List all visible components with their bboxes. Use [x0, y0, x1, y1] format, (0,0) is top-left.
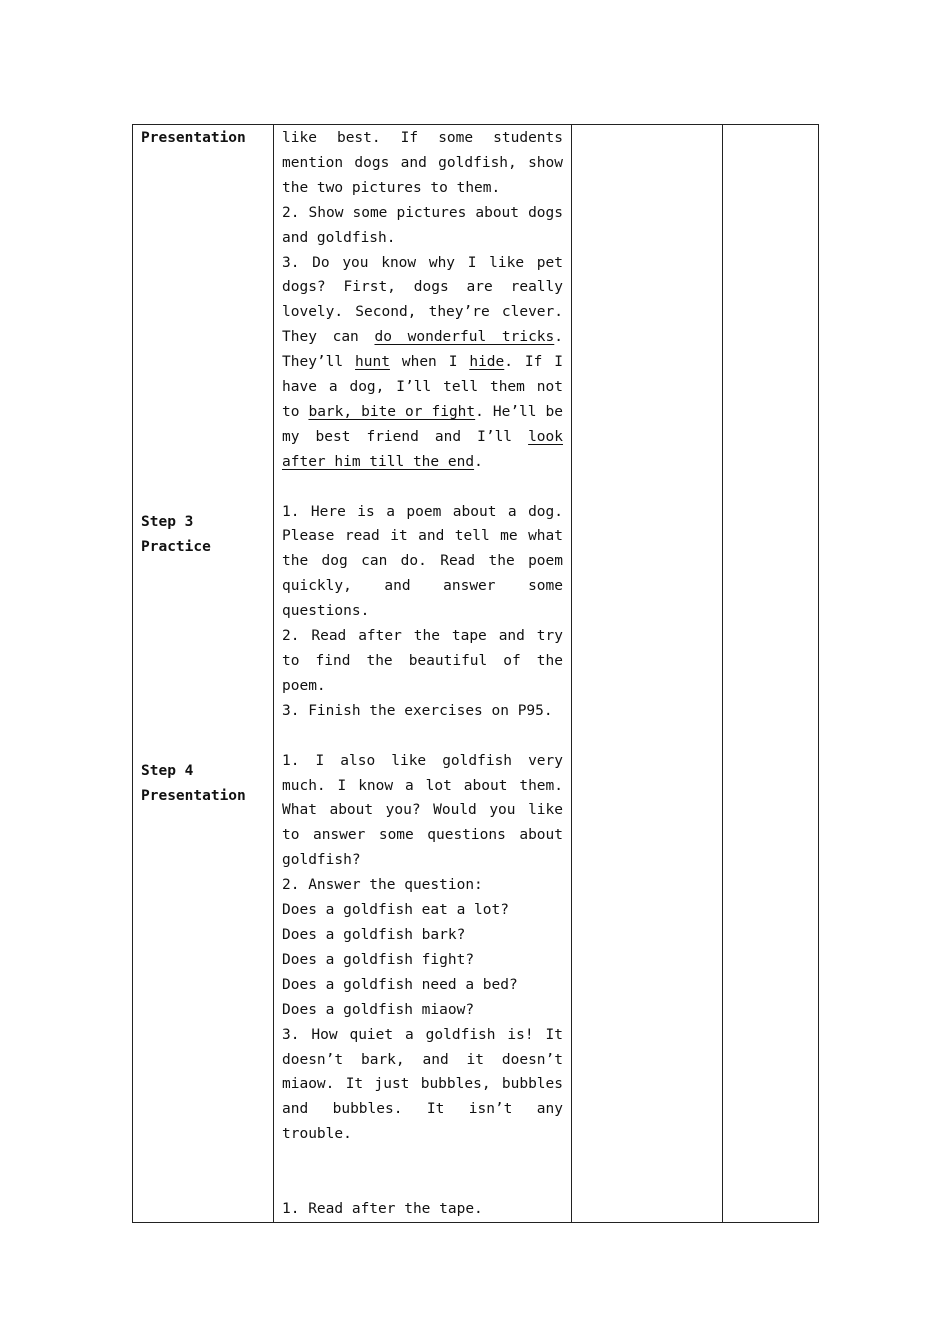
- question-line: Does a goldfish bark?: [282, 926, 466, 943]
- underlined-word: hide: [469, 354, 505, 371]
- question-line: Does a goldfish eat a lot?: [282, 902, 509, 919]
- spacer: [282, 475, 563, 500]
- underlined-phrase: look after him till the end: [282, 428, 563, 470]
- step5-paragraph-1: 1. Read after the tape.: [282, 1200, 483, 1217]
- text-run: 3. Do you know why I like pet dogs? First, dogs are really lovely. Second, they’re clever. They can: [282, 254, 563, 346]
- presentation-label: Presentation: [141, 130, 246, 146]
- spacer: [282, 1147, 563, 1197]
- step4-paragraph-3: 3. How quiet a goldfish is! It doesn’t bark, and it doesn’t miaow. It just bubbles, bubbles and bubbles. It isn’t any trouble.: [282, 1026, 563, 1143]
- activity-content: [274, 125, 571, 1222]
- step4-paragraph-2: 2. Answer the question:: [282, 877, 483, 894]
- notes-column-cell: [572, 125, 723, 1223]
- lesson-plan-table: [132, 124, 819, 1223]
- text-run: when I: [389, 354, 470, 371]
- practice-paragraph-3: 3. Finish the exercises on P95.: [282, 702, 553, 719]
- step3-title: Step 3: [141, 514, 194, 530]
- text-run: . He’ll be my best friend and I’ll: [282, 403, 563, 445]
- underlined-word: hunt: [355, 354, 390, 371]
- step4-paragraph-1: 1. I also like goldfish very much. I know a lot about them. What about you? Would you like to answer some questions about goldfish?: [282, 752, 563, 869]
- step4-title: Step 4: [141, 763, 194, 779]
- question-line: Does a goldfish fight?: [282, 951, 475, 968]
- practice-paragraph-2: 2. Read after the tape and try to find the beautiful of the poem.: [282, 628, 563, 694]
- underlined-phrase: bark, bite or fight: [308, 403, 476, 420]
- text-run: .: [474, 453, 483, 470]
- step4-name: Presentation: [141, 788, 246, 804]
- presentation-paragraph-3: [282, 251, 563, 475]
- presentation-paragraph-2: 2. Show some pictures about dogs and goldfish.: [282, 204, 563, 246]
- text-run: . If I have a dog, I’ll tell them not to: [282, 354, 564, 420]
- question-line: Does a goldfish need a bed?: [282, 976, 518, 993]
- question-line: Does a goldfish miaow?: [282, 1001, 475, 1018]
- underlined-phrase: do wonderful tricks: [374, 329, 555, 346]
- spacer: [282, 724, 563, 749]
- activity-column-cell: [274, 125, 572, 1223]
- presentation-paragraph-1: like best. If some students mention dogs and goldfish, show the two pictures to them.: [282, 130, 563, 196]
- table-row: [133, 125, 819, 1223]
- remarks-column-cell: [723, 125, 819, 1223]
- step3-name: Practice: [141, 539, 211, 555]
- stage-column-cell: [133, 125, 274, 1223]
- text-run: . They’ll: [282, 329, 563, 371]
- practice-paragraph-1: 1. Here is a poem about a dog. Please read it and tell me what the dog can do. Read the poem quickly, and answer some questions.: [282, 503, 563, 620]
